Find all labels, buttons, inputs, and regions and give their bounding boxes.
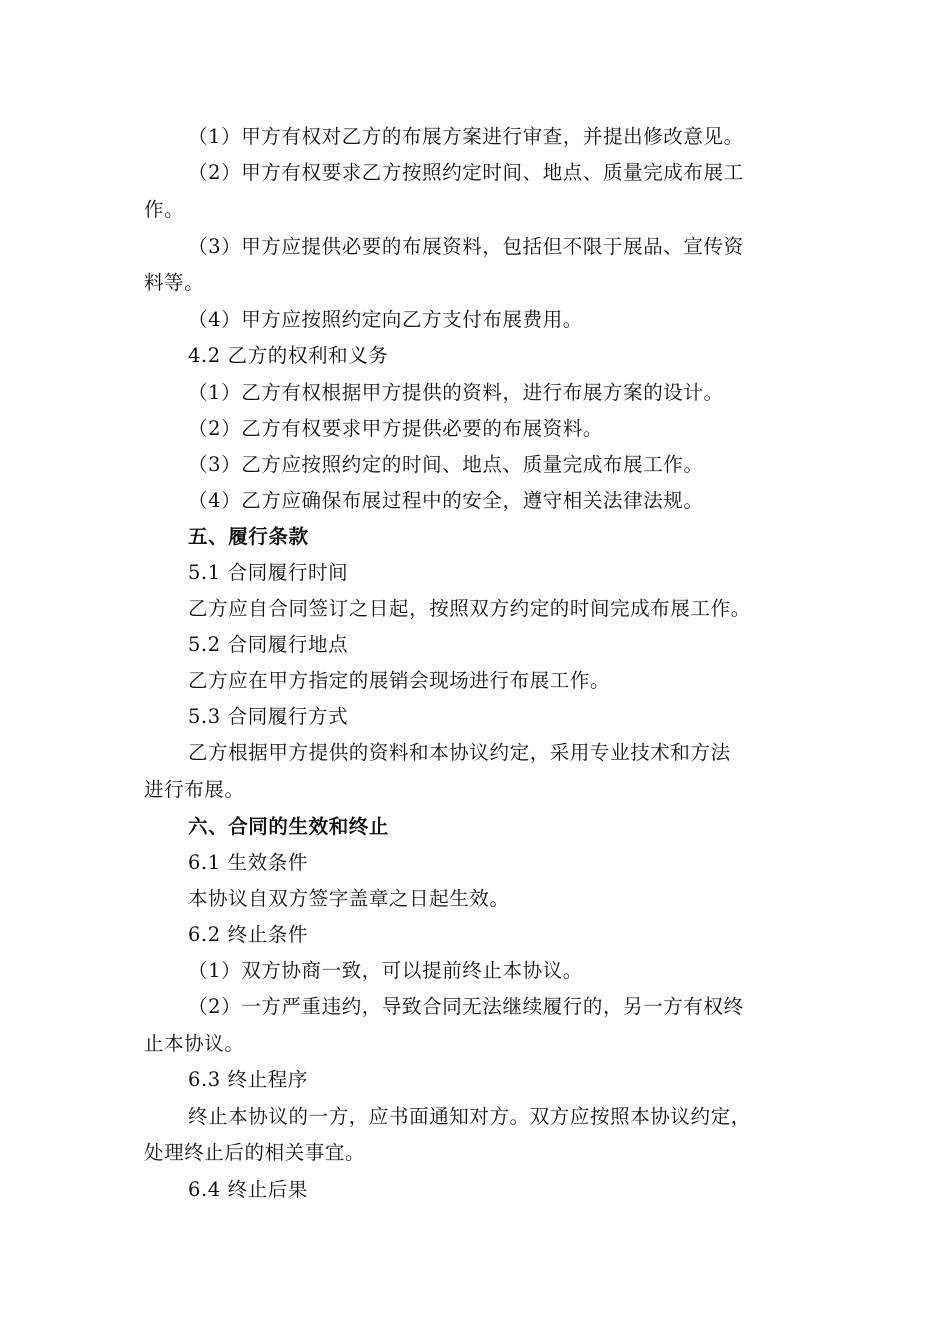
section-6-2-heading: 6.2 终止条件 xyxy=(188,923,309,946)
chapter-5-heading: 五、履行条款 xyxy=(188,525,309,548)
clause-4-2-item-1: （1）乙方有权根据甲方提供的资料，进行布展方案的设计。 xyxy=(188,381,724,404)
section-6-3-text-cont: 处理终止后的相关事宜。 xyxy=(144,1141,366,1164)
clause-4-1-item-4: （4）甲方应按照约定向乙方支付布展费用。 xyxy=(188,308,583,331)
clause-4-1-item-3: （3）甲方应提供必要的布展资料，包括但不限于展品、宣传资 xyxy=(188,235,744,258)
section-6-1-heading: 6.1 生效条件 xyxy=(188,851,309,874)
section-5-3-text: 乙方根据甲方提供的资料和本协议约定，采用专业技术和方法 xyxy=(188,741,731,764)
clause-6-2-item-1: （1）双方协商一致，可以提前终止本协议。 xyxy=(188,959,583,982)
clause-4-1-item-2-cont: 作。 xyxy=(144,198,185,221)
clause-6-2-item-2-cont: 止本协议。 xyxy=(144,1032,245,1055)
chapter-6-heading: 六、合同的生效和终止 xyxy=(188,815,390,838)
section-5-2-text: 乙方应在甲方指定的展销会现场进行布展工作。 xyxy=(188,669,611,692)
section-5-1-text: 乙方应自合同签订之日起，按照双方约定的时间完成布展工作。 xyxy=(188,597,751,620)
section-5-3-text-cont: 进行布展。 xyxy=(144,778,245,801)
section-6-3-heading: 6.3 终止程序 xyxy=(188,1068,309,1091)
clause-4-2-item-2: （2）乙方有权要求甲方提供必要的布展资料。 xyxy=(188,417,604,440)
section-5-1-heading: 5.1 合同履行时间 xyxy=(188,561,349,584)
section-4-2-heading: 4.2 乙方的权利和义务 xyxy=(188,344,389,367)
section-5-3-heading: 5.3 合同履行方式 xyxy=(188,705,349,728)
clause-6-2-item-2: （2）一方严重违约，导致合同无法继续履行的，另一方有权终 xyxy=(188,995,744,1018)
clause-4-1-item-2: （2）甲方有权要求乙方按照约定时间、地点、质量完成布展工 xyxy=(188,161,744,184)
clause-4-2-item-4: （4）乙方应确保布展过程中的安全，遵守相关法律法规。 xyxy=(188,489,704,512)
section-6-4-heading: 6.4 终止后果 xyxy=(188,1178,309,1201)
section-5-2-heading: 5.2 合同履行地点 xyxy=(188,633,349,656)
clause-4-2-item-3: （3）乙方应按照约定的时间、地点、质量完成布展工作。 xyxy=(188,453,704,476)
clause-4-1-item-1: （1）甲方有权对乙方的布展方案进行审查，并提出修改意见。 xyxy=(188,125,744,148)
clause-4-1-item-3-cont: 料等。 xyxy=(144,271,205,294)
section-6-3-text: 终止本协议的一方，应书面通知对方。双方应按照本协议约定， xyxy=(188,1105,751,1128)
section-6-1-text: 本协议自双方签字盖章之日起生效。 xyxy=(188,887,510,910)
